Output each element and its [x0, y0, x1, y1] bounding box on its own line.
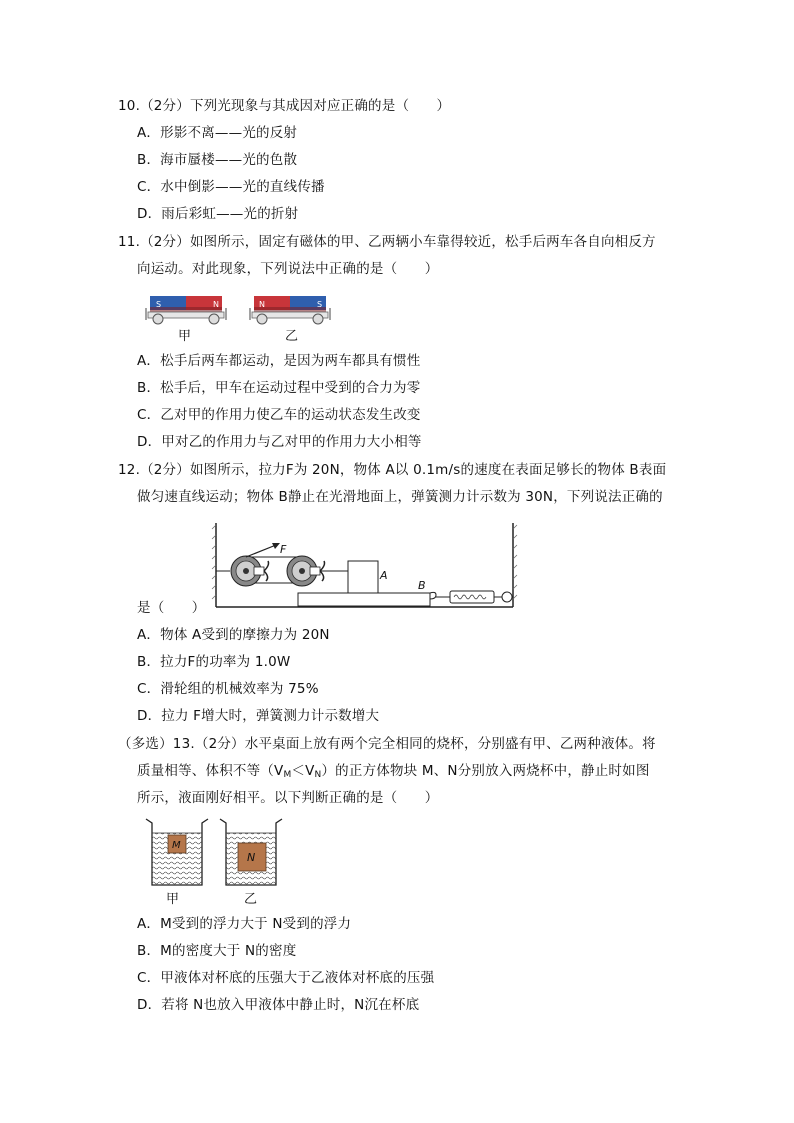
- beaker-label-yi: 乙: [244, 892, 258, 907]
- q13-stem-mid: ＜V: [291, 763, 315, 779]
- q13-sub-m: M: [283, 770, 292, 780]
- wheel: [313, 314, 323, 324]
- q11-magnet-cars-figure: [140, 286, 340, 346]
- beaker-label-jia: 甲: [166, 892, 180, 907]
- car-label-yi: 乙: [285, 329, 299, 344]
- q11-stem-line1: 11.（2分）如图所示，固定有磁体的甲、乙两辆小车靠得较近，松手后两车各自向相反方: [118, 234, 656, 250]
- pole-label: S: [317, 300, 323, 309]
- force-f-arrow: [246, 545, 276, 557]
- car-yi: [250, 296, 330, 344]
- car-label-jia: 甲: [178, 329, 192, 344]
- label-f: F: [280, 543, 287, 556]
- q12-stem-line3: 是（ ）: [137, 600, 206, 616]
- q13-stem-pre: 质量相等、体积不等（V: [137, 763, 284, 779]
- car-jia: [146, 296, 226, 344]
- q12-option-c: C．滑轮组的机械效率为 75%: [137, 681, 319, 697]
- wheel: [257, 314, 267, 324]
- q10-option-d: D．雨后彩虹——光的折射: [137, 206, 299, 222]
- q12-stem-line2: 做匀速直线运动；物体 B静止在光滑地面上，弹簧测力计示数为 30N，下列说法正确的: [137, 489, 663, 505]
- q11-stem-line2: 向运动。对此现象，下列说法中正确的是（ ）: [137, 261, 439, 277]
- object-b: [298, 593, 430, 606]
- q13-option-a: A．M受到的浮力大于 N受到的浮力: [137, 916, 352, 932]
- q12-pulley-figure: [210, 521, 520, 611]
- spring-scale: [430, 591, 512, 603]
- q13-sub-n: N: [314, 770, 322, 780]
- q12-option-a: A．物体 A受到的摩擦力为 20N: [137, 627, 330, 643]
- pulley-movable: [287, 556, 325, 586]
- pole-label: N: [213, 300, 219, 309]
- q10-option-c: C．水中倒影——光的直线传播: [137, 179, 325, 195]
- pulley-fixed: [231, 556, 269, 586]
- q13-option-b: B．M的密度大于 N的密度: [137, 943, 297, 959]
- q11-option-c: C．乙对甲的作用力使乙车的运动状态发生改变: [137, 407, 421, 423]
- q10-option-a: A．形影不离——光的反射: [137, 125, 298, 141]
- q13-stem-post: ）的正方体物块 M、N分别放入两烧杯中，静止时如图: [321, 763, 650, 779]
- q10-stem: 10.（2分）下列光现象与其成因对应正确的是（ ）: [118, 98, 451, 114]
- q11-option-a: A．松手后两车都运动，是因为两车都具有惯性: [137, 353, 421, 369]
- label-n: N: [247, 851, 256, 864]
- q12-option-d: D．拉力 F增大时，弹簧测力计示数增大: [137, 708, 380, 724]
- object-a: [348, 561, 378, 593]
- q13-stem-line3: 所示，液面刚好相平。以下判断正确的是（ ）: [137, 790, 439, 806]
- q11-option-b: B．松手后，甲车在运动过程中受到的合力为零: [137, 380, 421, 396]
- label-b: B: [418, 579, 426, 592]
- wheel: [209, 314, 219, 324]
- label-m: M: [172, 840, 181, 851]
- pole-label: S: [156, 300, 162, 309]
- label-a: A: [380, 569, 388, 582]
- q11-option-d: D．甲对乙的作用力与乙对甲的作用力大小相等: [137, 434, 422, 450]
- q13-stem-line2: [137, 761, 650, 785]
- q13-stem-line1: （多选）13.（2分）水平桌面上放有两个完全相同的烧杯，分别盛有甲、乙两种液体。将: [118, 736, 656, 752]
- q13-option-d: D．若将 N也放入甲液体中静止时，N沉在杯底: [137, 997, 420, 1013]
- pole-label: N: [259, 300, 265, 309]
- beaker-jia: [146, 819, 208, 907]
- beaker-yi: [220, 819, 282, 907]
- q13-beakers-figure: [140, 815, 290, 907]
- q12-stem-line1: 12.（2分）如图所示，拉力F为 20N，物体 A以 0.1m/s的速度在表面足够长的物体 B表面: [118, 462, 667, 478]
- q12-option-b: B．拉力F的功率为 1.0W: [137, 654, 291, 670]
- q10-option-b: B．海市蜃楼——光的色散: [137, 152, 298, 168]
- q13-option-c: C．甲液体对杯底的压强大于乙液体对杯底的压强: [137, 970, 435, 986]
- wheel: [153, 314, 163, 324]
